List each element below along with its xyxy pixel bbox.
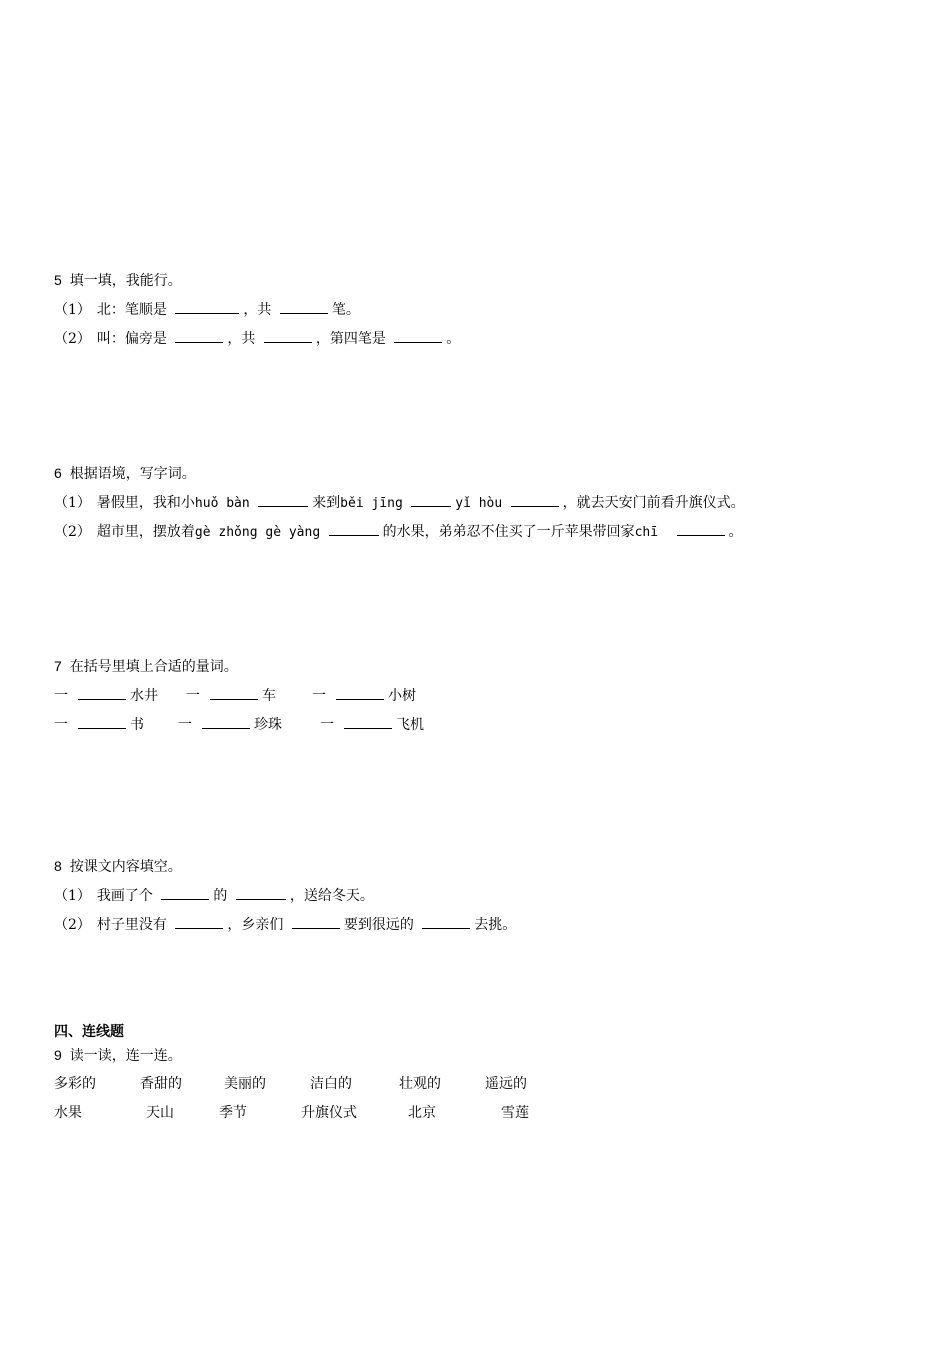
pinyin-prompt: yǐ hòu bbox=[455, 496, 503, 511]
item-text: 。 bbox=[728, 524, 743, 540]
item-text: 。 bbox=[446, 331, 461, 347]
answer-blank[interactable] bbox=[511, 492, 559, 507]
adjective-word[interactable]: 遥远的 bbox=[485, 1076, 527, 1092]
q7-heading bbox=[54, 656, 238, 676]
section-title: 四、连线题 bbox=[54, 1023, 124, 1039]
item-text: ，就去天安门前看升旗仪式。 bbox=[562, 495, 745, 511]
noun-word: 车 bbox=[262, 688, 276, 704]
answer-blank[interactable] bbox=[175, 299, 239, 314]
pinyin-prompt: běi jīng bbox=[340, 496, 403, 511]
item-text: 来到 bbox=[312, 495, 341, 511]
noun-word: 珍珠 bbox=[254, 717, 282, 733]
pinyin-prompt: gè zhǒng gè yàng bbox=[194, 525, 321, 540]
noun-word[interactable]: 升旗仪式 bbox=[301, 1105, 357, 1121]
item-text: 北：笔顺是 bbox=[96, 302, 167, 318]
adjective-word[interactable]: 多彩的 bbox=[54, 1076, 96, 1092]
pinyin-prompt: huǒ bàn bbox=[194, 496, 250, 511]
measure-word-item bbox=[312, 685, 416, 706]
measure-word-item bbox=[186, 685, 276, 706]
noun-word: 水井 bbox=[130, 688, 158, 704]
item-text: 我画了个 bbox=[96, 888, 153, 904]
question-number: 8 bbox=[54, 858, 62, 874]
answer-blank[interactable] bbox=[78, 685, 126, 700]
answer-blank[interactable] bbox=[280, 299, 328, 314]
prefix-one: 一 bbox=[186, 688, 200, 704]
item-text: 超市里，摆放着 bbox=[96, 524, 195, 540]
item-index: （1） bbox=[54, 888, 91, 904]
pinyin-prompt: chī bbox=[634, 525, 659, 540]
answer-blank[interactable] bbox=[210, 685, 258, 700]
question-title: 在括号里填上合适的量词。 bbox=[69, 659, 238, 675]
question-number: 5 bbox=[54, 272, 62, 288]
answer-blank[interactable] bbox=[344, 714, 392, 729]
q6-item-1 bbox=[54, 492, 745, 512]
item-text: 的水果，弟弟忍不住买了一斤苹果带回家 bbox=[382, 524, 635, 540]
item-text: ，第四笔是 bbox=[315, 331, 386, 347]
adjective-word[interactable]: 美丽的 bbox=[224, 1076, 266, 1092]
item-text: ，送给冬天。 bbox=[289, 888, 374, 904]
answer-blank[interactable] bbox=[329, 521, 379, 536]
measure-word-item bbox=[178, 714, 282, 735]
answer-blank[interactable] bbox=[292, 914, 340, 929]
item-index: （2） bbox=[54, 331, 91, 347]
item-text: 要到很远的 bbox=[343, 917, 414, 933]
question-title: 按课文内容填空。 bbox=[69, 859, 182, 875]
q9-adjective-row bbox=[54, 1074, 574, 1094]
item-text: 笔。 bbox=[331, 302, 360, 318]
q8-item-2 bbox=[54, 914, 516, 934]
prefix-one: 一 bbox=[178, 717, 192, 733]
q5-heading bbox=[54, 270, 182, 290]
question-title: 读一读，连一连。 bbox=[69, 1048, 182, 1064]
answer-blank[interactable] bbox=[258, 492, 308, 507]
q6-heading bbox=[54, 463, 196, 483]
item-text: 暑假里，我和小 bbox=[96, 495, 195, 511]
q5-item-1 bbox=[54, 299, 360, 319]
answer-blank[interactable] bbox=[175, 914, 223, 929]
adjective-word[interactable]: 香甜的 bbox=[140, 1076, 182, 1092]
answer-blank[interactable] bbox=[202, 714, 250, 729]
answer-blank[interactable] bbox=[236, 885, 286, 900]
adjective-word[interactable]: 洁白的 bbox=[310, 1076, 352, 1092]
answer-blank[interactable] bbox=[264, 328, 312, 343]
question-title: 填一填，我能行。 bbox=[69, 273, 182, 289]
noun-word[interactable]: 北京 bbox=[408, 1105, 436, 1121]
answer-blank[interactable] bbox=[394, 328, 442, 343]
answer-blank[interactable] bbox=[336, 685, 384, 700]
item-text: 的 bbox=[213, 888, 228, 904]
noun-word: 飞机 bbox=[396, 717, 424, 733]
item-text: ，共 bbox=[243, 302, 272, 318]
q5-item-2 bbox=[54, 328, 460, 348]
item-text: ，共 bbox=[227, 331, 256, 347]
noun-word: 小树 bbox=[388, 688, 416, 704]
q6-item-2 bbox=[54, 521, 743, 541]
answer-blank[interactable] bbox=[677, 521, 725, 536]
prefix-one: 一 bbox=[312, 688, 326, 704]
answer-blank[interactable] bbox=[161, 885, 209, 900]
item-index: （2） bbox=[54, 917, 91, 933]
measure-word-item bbox=[54, 685, 158, 706]
item-text: 叫：偏旁是 bbox=[96, 331, 167, 347]
item-text: 村子里没有 bbox=[96, 917, 167, 933]
q9-heading bbox=[54, 1045, 182, 1065]
question-number: 7 bbox=[54, 658, 62, 674]
noun-word: 书 bbox=[130, 717, 144, 733]
question-number: 6 bbox=[54, 465, 62, 481]
answer-blank[interactable] bbox=[78, 714, 126, 729]
q7-row-2 bbox=[54, 714, 474, 734]
prefix-one: 一 bbox=[320, 717, 334, 733]
answer-blank[interactable] bbox=[422, 914, 470, 929]
q7-row-1 bbox=[54, 685, 474, 705]
question-number: 9 bbox=[54, 1047, 62, 1063]
item-text: ，乡亲们 bbox=[227, 917, 284, 933]
item-index: （2） bbox=[54, 524, 91, 540]
answer-blank[interactable] bbox=[175, 328, 223, 343]
q8-heading bbox=[54, 856, 182, 876]
adjective-word[interactable]: 壮观的 bbox=[399, 1076, 441, 1092]
prefix-one: 一 bbox=[54, 688, 68, 704]
item-index: （1） bbox=[54, 302, 91, 318]
noun-word[interactable]: 雪莲 bbox=[501, 1105, 529, 1121]
noun-word[interactable]: 水果 bbox=[54, 1105, 82, 1121]
noun-word[interactable]: 天山 bbox=[146, 1105, 174, 1121]
measure-word-item bbox=[54, 714, 144, 735]
measure-word-item bbox=[320, 714, 424, 735]
question-title: 根据语境，写字词。 bbox=[69, 466, 196, 482]
answer-blank[interactable] bbox=[411, 492, 451, 507]
item-index: （1） bbox=[54, 495, 91, 511]
q8-item-1 bbox=[54, 885, 374, 905]
item-text: 去挑。 bbox=[474, 917, 517, 933]
q9-noun-row bbox=[54, 1103, 574, 1123]
noun-word[interactable]: 季节 bbox=[219, 1105, 247, 1121]
prefix-one: 一 bbox=[54, 717, 68, 733]
